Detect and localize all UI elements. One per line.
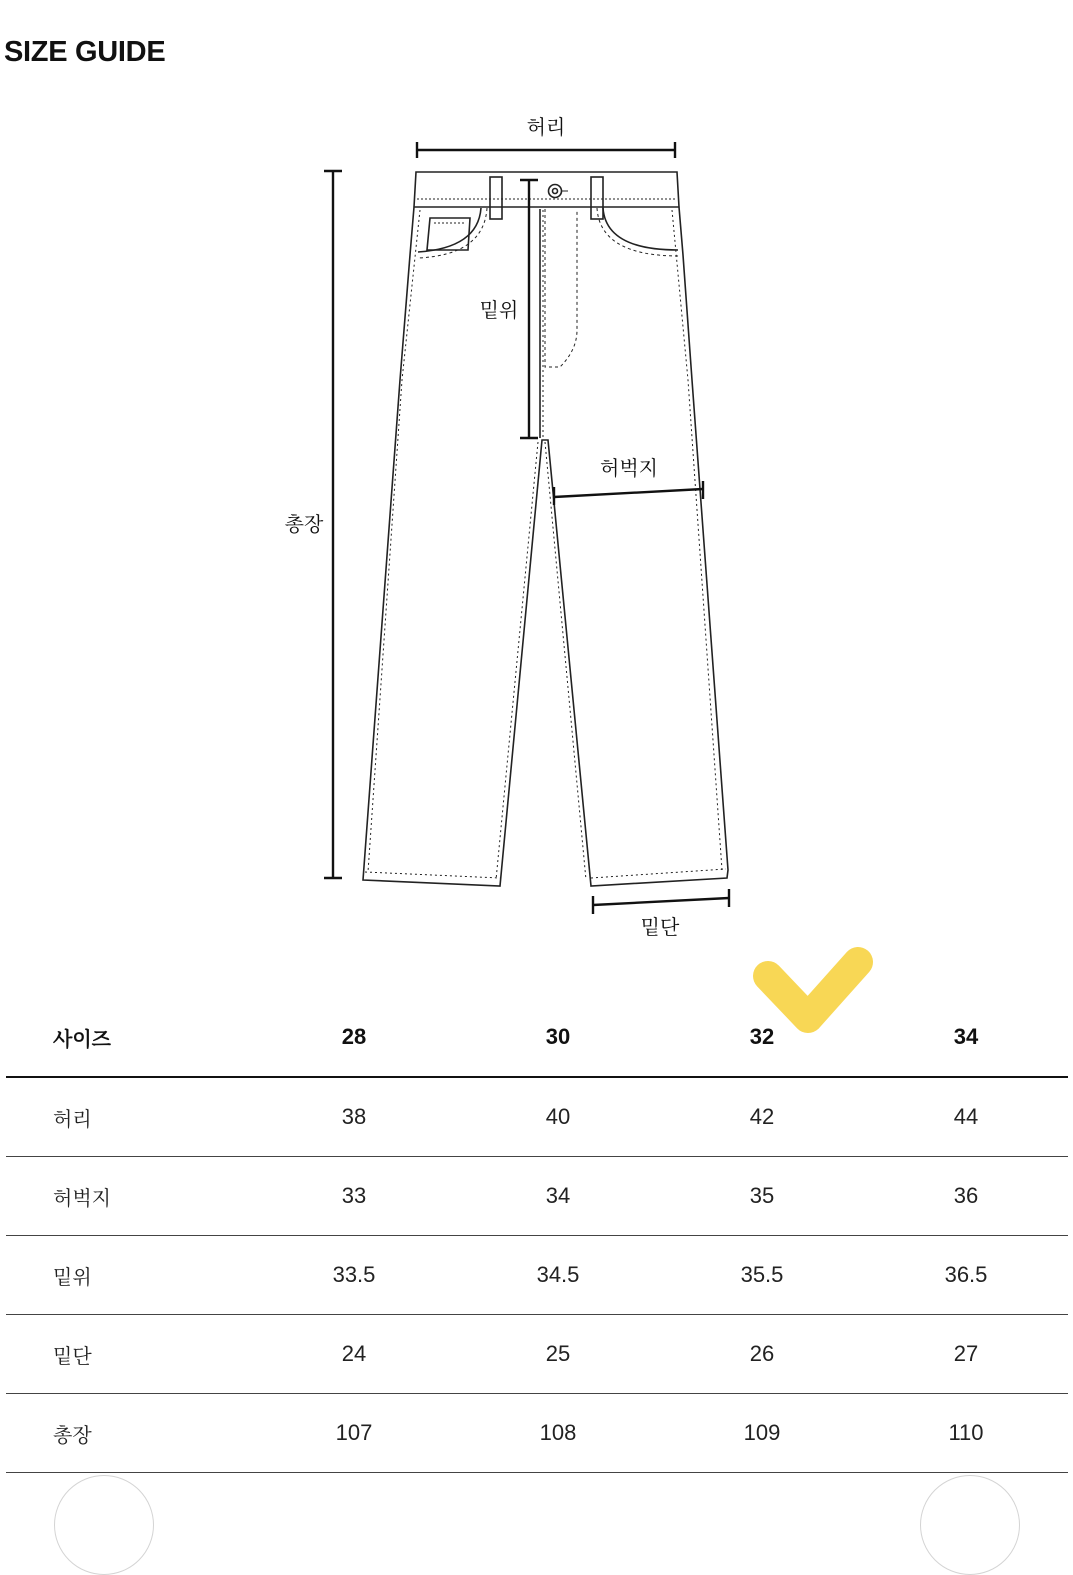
rise-label: 밑위 [479, 298, 519, 322]
table-cell: 35.5 [660, 1236, 864, 1315]
scroll-left-button[interactable] [54, 1475, 154, 1575]
hem-label: 밑단 [640, 915, 680, 939]
table-cell: 109 [660, 1394, 864, 1473]
table-cell: 26 [660, 1315, 864, 1394]
size-header-28: 28 [252, 998, 456, 1077]
row-label: 밑단 [6, 1315, 252, 1394]
table-cell: 33 [252, 1157, 456, 1236]
hem-dimension-line [593, 889, 729, 914]
table-cell: 34.5 [456, 1236, 660, 1315]
scroll-right-button[interactable] [920, 1475, 1020, 1575]
row-label: 총장 [6, 1394, 252, 1473]
table-cell: 40 [456, 1077, 660, 1157]
thigh-dimension-line [554, 481, 703, 505]
size-header-row [6, 998, 1068, 1077]
page-title: SIZE GUIDE [4, 36, 166, 68]
table-cell: 24 [252, 1315, 456, 1394]
waist-label: 허리 [526, 115, 566, 139]
row-label: 허리 [6, 1077, 252, 1157]
total-length-label: 총장 [284, 512, 324, 536]
waist-dimension-line [417, 142, 675, 158]
table-cell: 25 [456, 1315, 660, 1394]
table-cell: 110 [864, 1394, 1068, 1473]
table-cell: 36 [864, 1157, 1068, 1236]
table-cell: 36.5 [864, 1236, 1068, 1315]
row-label: 허벅지 [6, 1157, 252, 1236]
thigh-label: 허벅지 [600, 456, 658, 480]
table-cell: 108 [456, 1394, 660, 1473]
table-row-waist [6, 1077, 1068, 1157]
size-header-34: 34 [864, 998, 1068, 1077]
table-row-rise [6, 1236, 1068, 1315]
table-cell: 27 [864, 1315, 1068, 1394]
size-table [6, 998, 1068, 1473]
table-cell: 38 [252, 1077, 456, 1157]
size-header-32: 32 [660, 998, 864, 1077]
size-header-30: 30 [456, 998, 660, 1077]
row-label: 밑위 [6, 1236, 252, 1315]
table-row-total-length [6, 1394, 1068, 1473]
pants-outline [363, 172, 728, 886]
rise-dimension-line [520, 180, 538, 438]
table-cell: 34 [456, 1157, 660, 1236]
total-length-dimension-line [324, 171, 342, 878]
table-cell: 42 [660, 1077, 864, 1157]
size-header-label: 사이즈 [6, 998, 252, 1077]
table-cell: 33.5 [252, 1236, 456, 1315]
table-cell: 107 [252, 1394, 456, 1473]
table-cell: 35 [660, 1157, 864, 1236]
table-row-hem [6, 1315, 1068, 1394]
table-row-thigh [6, 1157, 1068, 1236]
table-cell: 44 [864, 1077, 1068, 1157]
